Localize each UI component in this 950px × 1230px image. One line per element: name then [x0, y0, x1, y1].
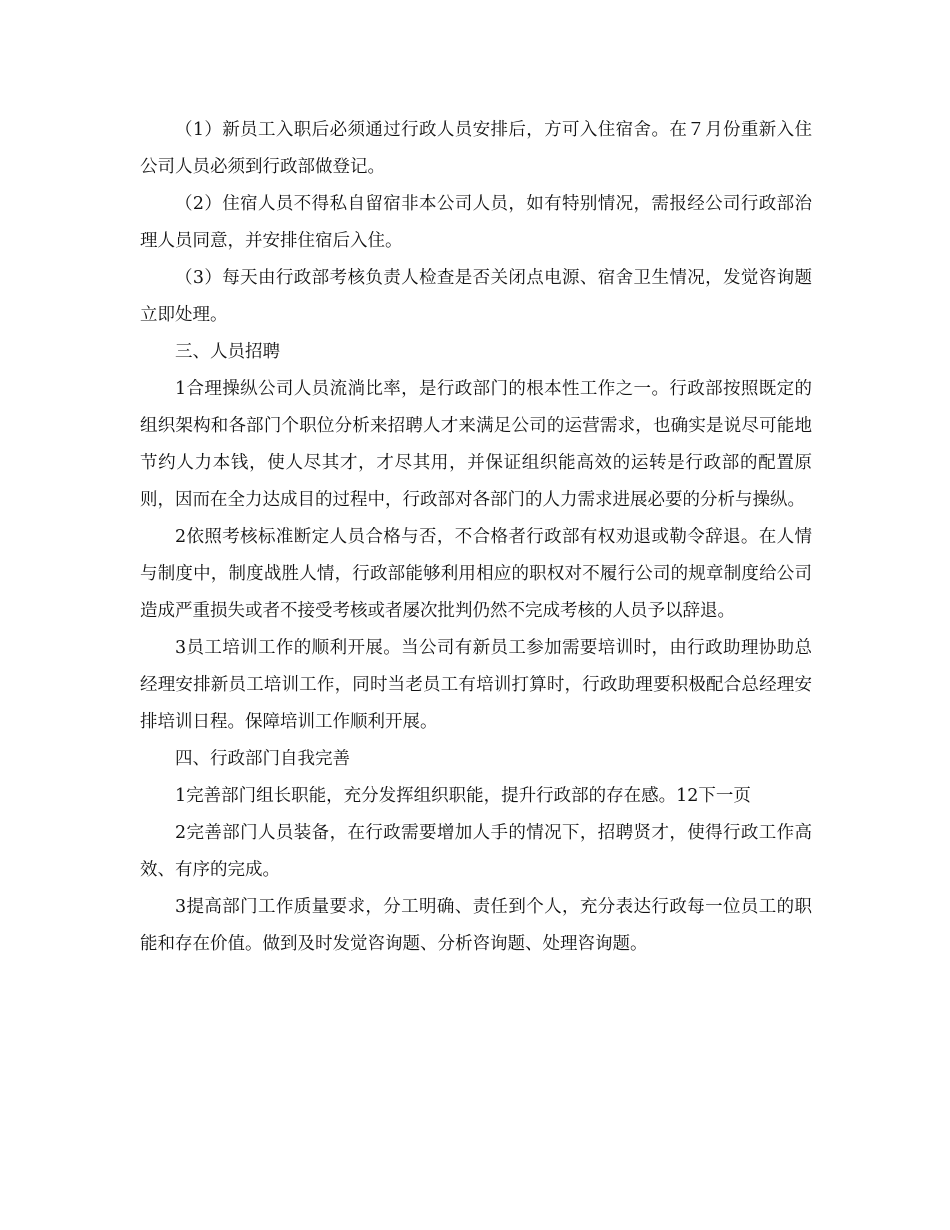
section-heading-recruitment: 三、人员招聘 — [175, 342, 280, 362]
paragraph-recruitment-3: 3员工培训工作的顺利开展。当公司有新员工参加需要培训时，由行政助理协助总经理安排新员工培训工作，同时当老员工有培训打算时，行政助理要积极配合总经理安排培训日程。保障培训工作顺利开展。 — [140, 638, 812, 732]
paragraph-improvement-2: 2完善部门人员装备，在行政需要增加人手的情况下，招聘贤才，使得行政工作高效、有序的完成。 — [140, 823, 812, 880]
section-heading-self-improvement: 四、行政部门自我完善 — [175, 749, 350, 769]
document-body — [140, 112, 812, 963]
paragraph-dorm-rule-1: （1）新员工入职后必须通过行政人员安排后，方可入住宿舍。在７月份重新入住公司人员必须到行政部做登记。 — [140, 120, 812, 177]
paragraph-dorm-rule-2: （2）住宿人员不得私自留宿非本公司人员，如有特别情况，需报经公司行政部治理人员同意，并安排住宿后入住。 — [140, 194, 812, 251]
paragraph-recruitment-2: 2依照考核标准断定人员合格与否，不合格者行政部有权劝退或勒令辞退。在人情与制度中，制度战胜人情，行政部能够利用相应的职权对不履行公司的规章制度给公司造成严重损失或者不接受考核或者屡次批判仍然不完成考核的人员予以辞退。 — [140, 527, 812, 621]
paragraph-dorm-rule-3: （3）每天由行政部考核负责人检查是否关闭点电源、宿舍卫生情况，发觉咨询题立即处理。 — [140, 268, 812, 325]
paragraph-improvement-3: 3提高部门工作质量要求，分工明确、责任到个人，充分表达行政每一位员工的职能和存在价值。做到及时发觉咨询题、分析咨询题、处理咨询题。 — [140, 897, 812, 954]
paragraph-recruitment-1: 1合理操纵公司人员流淌比率，是行政部门的根本性工作之一。行政部按照既定的组织架构和各部门个职位分析来招聘人才来满足公司的运营需求，也确实是说尽可能地节约人力本钱，使人尽其才，才尽其用，并保证组织能高效的运转是行政部的配置原则，因而在全力达成目的过程中，行政部对各部门的人力需求进展必要的分析与操纵。 — [140, 379, 812, 510]
paragraph-improvement-1: 1完善部门组长职能，充分发挥组织职能，提升行政部的存在感。12下一页 — [175, 786, 751, 806]
